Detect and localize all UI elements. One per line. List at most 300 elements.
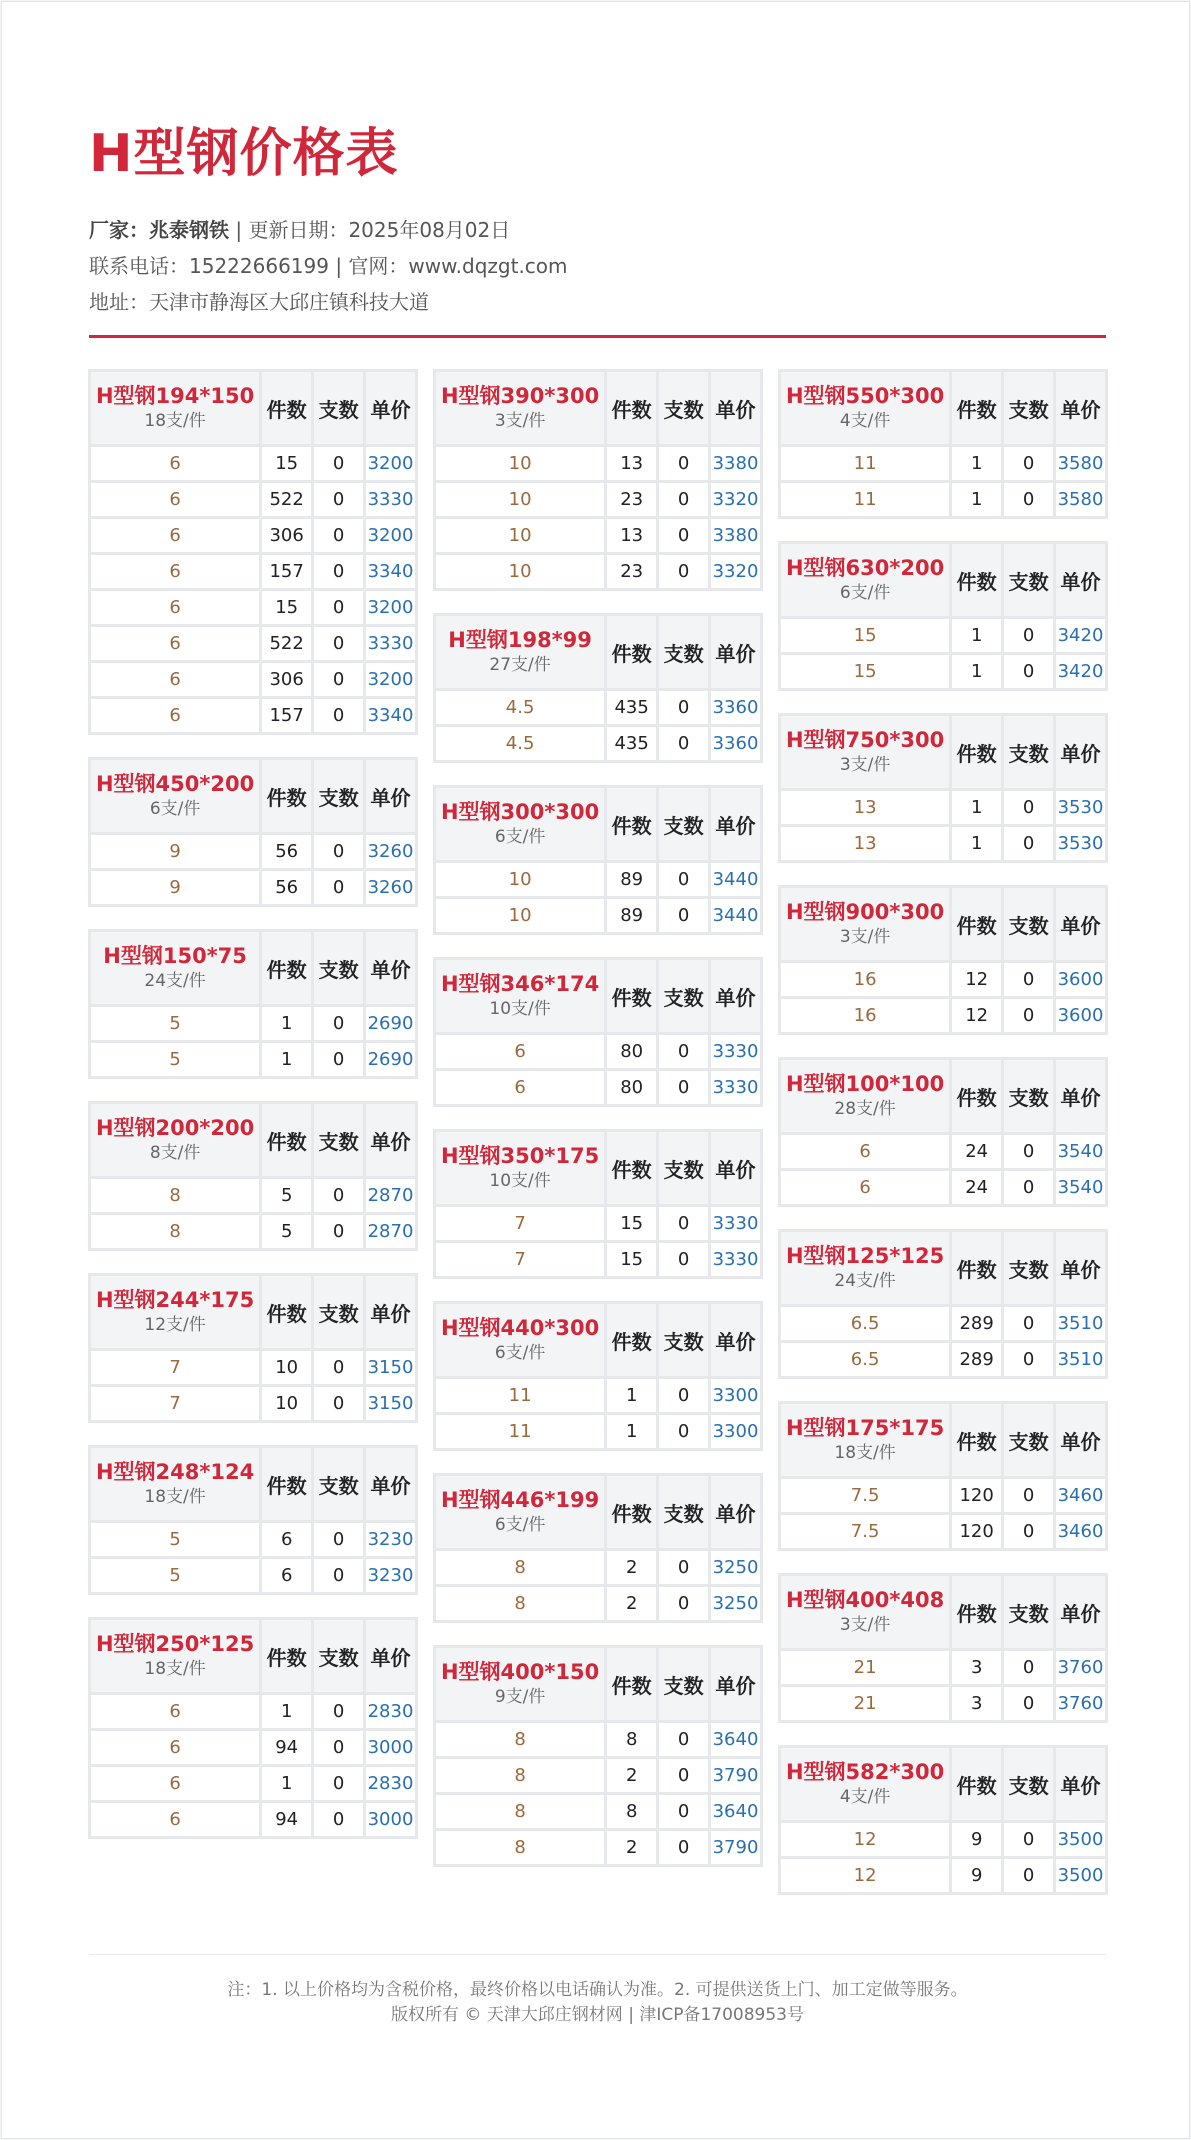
price-cell: 3640 [711,1723,760,1756]
length-cell: 6 [91,1767,259,1800]
pieces-per-bundle: 12支/件 [144,1315,206,1335]
count-cell: 1 [952,447,1001,480]
price-header: 单价 [1056,1748,1105,1820]
count-cell: 1 [262,1007,311,1040]
count-cell: 23 [607,555,656,588]
table-row [436,1587,760,1620]
pieces-cell: 0 [659,727,708,760]
product-header [436,372,604,444]
pieces-cell: 0 [314,447,363,480]
length-cell: 6 [91,483,259,516]
product-name: H型钢248*124 [95,1460,255,1484]
count-cell: 24 [952,1171,1001,1204]
table-row [781,619,1105,652]
product-header [781,1060,949,1132]
pieces-cell: 0 [1004,1687,1053,1720]
table-row [781,447,1105,480]
product-header [436,1476,604,1548]
pieces-header: 支数 [659,1132,708,1204]
company-info [89,212,1106,320]
product-table [88,1617,418,1839]
table-header-row [781,544,1105,616]
product-header [91,1448,259,1520]
length-cell: 7 [436,1207,604,1240]
table-row [91,1043,415,1076]
pieces-header: 支数 [314,372,363,444]
count-cell: 2 [607,1551,656,1584]
price-cell: 3580 [1056,447,1105,480]
price-header: 单价 [366,760,415,832]
count-cell: 2 [607,1759,656,1792]
count-cell: 12 [952,963,1001,996]
price-cell: 3300 [711,1415,760,1448]
product-table [88,1273,418,1423]
table-header-row [436,788,760,860]
count-cell: 9 [952,1859,1001,1892]
price-cell: 2830 [366,1767,415,1800]
count-cell: 1 [952,827,1001,860]
count-header: 件数 [952,1576,1001,1648]
price-cell: 3360 [711,727,760,760]
product-name: H型钢150*75 [103,944,247,968]
product-table [433,1645,763,1867]
price-header: 单价 [711,616,760,688]
pieces-cell: 0 [659,483,708,516]
price-cell: 2830 [366,1695,415,1728]
count-cell: 13 [607,519,656,552]
price-header: 单价 [366,372,415,444]
count-cell: 1 [952,619,1001,652]
price-cell: 3460 [1056,1479,1105,1512]
table-row [436,519,760,552]
count-header: 件数 [952,1232,1001,1304]
count-header: 件数 [262,760,311,832]
price-cell: 3250 [711,1587,760,1620]
count-header: 件数 [262,1448,311,1520]
table-row [436,1795,760,1828]
count-cell: 1 [262,1043,311,1076]
length-cell: 6 [91,519,259,552]
length-cell: 5 [91,1523,259,1556]
product-name: H型钢125*125 [785,1244,945,1268]
count-cell: 94 [262,1731,311,1764]
length-cell: 7 [436,1243,604,1276]
count-cell: 5 [262,1215,311,1248]
pieces-cell: 0 [1004,1479,1053,1512]
count-cell: 10 [262,1351,311,1384]
count-header: 件数 [952,888,1001,960]
pieces-cell: 0 [659,1795,708,1828]
length-cell: 6 [436,1071,604,1104]
length-cell: 8 [91,1215,259,1248]
length-cell: 4.5 [436,727,604,760]
product-name: H型钢244*175 [95,1288,255,1312]
pieces-cell: 0 [659,1587,708,1620]
count-cell: 157 [262,555,311,588]
pieces-cell: 0 [314,1695,363,1728]
pieces-cell: 0 [314,1559,363,1592]
product-table [433,1301,763,1451]
table-row [436,1379,760,1412]
length-cell: 6 [91,1731,259,1764]
pieces-cell: 0 [1004,1307,1053,1340]
length-cell: 6 [91,699,259,732]
length-cell: 12 [781,1859,949,1892]
count-cell: 23 [607,483,656,516]
table-row [436,483,760,516]
pieces-header: 支数 [314,932,363,1004]
table-row [436,555,760,588]
length-cell: 9 [91,835,259,868]
table-row [781,999,1105,1032]
length-cell: 10 [436,863,604,896]
count-cell: 1 [952,483,1001,516]
product-name: H型钢450*200 [95,772,255,796]
count-cell: 89 [607,863,656,896]
price-cell: 3540 [1056,1135,1105,1168]
price-cell: 3440 [711,863,760,896]
pieces-header: 支数 [314,1276,363,1348]
table-header-row [781,372,1105,444]
count-header: 件数 [262,1620,311,1692]
table-row [781,1343,1105,1376]
product-table [778,1745,1108,1895]
product-header [781,716,949,788]
price-cell: 3510 [1056,1307,1105,1340]
pieces-per-bundle: 6支/件 [494,1343,546,1363]
pieces-cell: 0 [659,899,708,932]
table-header-row [91,760,415,832]
price-header: 单价 [1056,1404,1105,1476]
price-cell: 3420 [1056,655,1105,688]
length-cell: 15 [781,619,949,652]
product-table [88,1445,418,1595]
pieces-header: 支数 [1004,1576,1053,1648]
price-cell: 3200 [366,591,415,624]
count-cell: 5 [262,1179,311,1212]
pieces-cell: 0 [314,1731,363,1764]
table-header-row [781,1576,1105,1648]
pieces-per-bundle: 6支/件 [494,827,546,847]
product-header [781,544,949,616]
table-row [436,727,760,760]
column-1 [88,369,418,1861]
table-row [436,1243,760,1276]
table-row [91,835,415,868]
count-header: 件数 [607,1132,656,1204]
pieces-per-bundle: 3支/件 [494,411,546,431]
table-header-row [781,1060,1105,1132]
count-header: 件数 [607,788,656,860]
price-cell: 3460 [1056,1515,1105,1548]
count-header: 件数 [607,1304,656,1376]
title-divider [89,335,1106,338]
table-row [781,827,1105,860]
table-row [91,871,415,904]
price-cell: 3320 [711,483,760,516]
table-row [436,899,760,932]
count-header: 件数 [607,1648,656,1720]
column-2 [433,369,763,1889]
product-table [433,369,763,591]
product-name: H型钢630*200 [785,556,945,580]
table-header-row [436,372,760,444]
price-cell: 3330 [711,1035,760,1068]
header [89,118,1106,320]
product-header [91,372,259,444]
table-row [436,1759,760,1792]
length-cell: 5 [91,1559,259,1592]
table-header-row [436,1648,760,1720]
table-header-row [781,1404,1105,1476]
length-cell: 7.5 [781,1515,949,1548]
count-header: 件数 [262,1104,311,1176]
count-cell: 10 [262,1387,311,1420]
footer-note: 注：1. 以上价格均为含税价格，最终价格以电话确认为准。2. 可提供送货上门、加工定做等服务。 [227,1980,968,2000]
price-cell: 3330 [366,483,415,516]
pieces-header: 支数 [659,616,708,688]
price-header: 单价 [1056,372,1105,444]
product-name: H型钢194*150 [95,384,255,408]
length-cell: 5 [91,1007,259,1040]
pieces-cell: 0 [1004,963,1053,996]
footer-divider [89,1954,1106,1955]
count-cell: 24 [952,1135,1001,1168]
table-row [436,1415,760,1448]
table-row [781,1823,1105,1856]
table-row [91,519,415,552]
pieces-cell: 0 [314,591,363,624]
length-cell: 4.5 [436,691,604,724]
price-header: 单价 [1056,1576,1105,1648]
pieces-cell: 0 [659,691,708,724]
length-cell: 11 [781,447,949,480]
count-cell: 1 [262,1767,311,1800]
table-row [781,1171,1105,1204]
length-cell: 6 [91,1803,259,1836]
price-cell: 3500 [1056,1823,1105,1856]
pieces-header: 支数 [314,1620,363,1692]
count-cell: 435 [607,691,656,724]
pieces-cell: 0 [659,1831,708,1864]
price-cell: 3580 [1056,483,1105,516]
pieces-cell: 0 [1004,827,1053,860]
length-cell: 6 [781,1171,949,1204]
pieces-header: 支数 [659,960,708,1032]
pieces-cell: 0 [314,1179,363,1212]
pieces-header: 支数 [314,760,363,832]
pieces-cell: 0 [659,1723,708,1756]
product-name: H型钢198*99 [448,628,592,652]
product-name: H型钢440*300 [440,1316,600,1340]
count-header: 件数 [607,960,656,1032]
length-cell: 6.5 [781,1307,949,1340]
length-cell: 7 [91,1351,259,1384]
price-cell: 3640 [711,1795,760,1828]
product-table [778,1229,1108,1379]
count-header: 件数 [607,616,656,688]
product-table [778,541,1108,691]
table-header-row [91,1448,415,1520]
price-cell: 3150 [366,1387,415,1420]
pieces-cell: 0 [1004,1823,1053,1856]
price-header: 单价 [366,1104,415,1176]
count-header: 件数 [607,1476,656,1548]
price-cell: 3500 [1056,1859,1105,1892]
count-cell: 80 [607,1071,656,1104]
price-header: 单价 [366,1448,415,1520]
pieces-cell: 0 [1004,447,1053,480]
price-cell: 3230 [366,1559,415,1592]
price-header: 单价 [366,1276,415,1348]
count-header: 件数 [952,1748,1001,1820]
product-header [436,788,604,860]
count-cell: 306 [262,663,311,696]
count-cell: 1 [607,1415,656,1448]
pieces-per-bundle: 24支/件 [144,971,206,991]
pieces-cell: 0 [1004,619,1053,652]
pieces-cell: 0 [314,1803,363,1836]
pieces-cell: 0 [659,1551,708,1584]
pieces-per-bundle: 27支/件 [489,655,551,675]
price-cell: 3230 [366,1523,415,1556]
price-header: 单价 [711,788,760,860]
count-cell: 12 [952,999,1001,1032]
pieces-cell: 0 [314,519,363,552]
count-cell: 435 [607,727,656,760]
length-cell: 10 [436,555,604,588]
table-header-row [781,716,1105,788]
table-header-row [436,1304,760,1376]
page-title: H型钢价格表 [89,124,399,184]
table-row [91,627,415,660]
price-header: 单价 [1056,1060,1105,1132]
contact-line: 联系电话：15222666199 | 官网：www.dqzgt.com [89,254,568,278]
pieces-cell: 0 [314,835,363,868]
count-header: 件数 [952,372,1001,444]
length-cell: 6.5 [781,1343,949,1376]
pieces-cell: 0 [314,627,363,660]
price-cell: 3330 [366,627,415,660]
price-cell: 3340 [366,699,415,732]
table-header-row [436,1132,760,1204]
footer-copyright: 版权所有 © 天津大邱庄钢材网 | 津ICP备17008953号 [390,2005,804,2025]
table-row [91,1767,415,1800]
price-cell: 3330 [711,1243,760,1276]
table-row [91,1695,415,1728]
table-header-row [781,1232,1105,1304]
table-row [91,1559,415,1592]
product-name: H型钢300*300 [440,800,600,824]
column-3 [778,369,1108,1917]
length-cell: 6 [436,1035,604,1068]
product-header [436,616,604,688]
count-cell: 15 [607,1243,656,1276]
length-cell: 6 [91,555,259,588]
price-cell: 3790 [711,1759,760,1792]
price-cell: 3360 [711,691,760,724]
pieces-cell: 0 [659,863,708,896]
price-cell: 3380 [711,519,760,552]
pieces-cell: 0 [314,1007,363,1040]
price-cell: 3790 [711,1831,760,1864]
product-name: H型钢400*150 [440,1660,600,1684]
table-row [781,483,1105,516]
product-header [781,372,949,444]
table-row [781,1515,1105,1548]
product-header [91,1104,259,1176]
table-row [91,1007,415,1040]
table-header-row [91,372,415,444]
pieces-cell: 0 [1004,791,1053,824]
price-cell: 2870 [366,1215,415,1248]
pieces-cell: 0 [1004,1515,1053,1548]
table-row [436,863,760,896]
product-name: H型钢390*300 [440,384,600,408]
price-cell: 3250 [711,1551,760,1584]
pieces-cell: 0 [659,1207,708,1240]
product-header [781,1404,949,1476]
table-row [91,591,415,624]
length-cell: 16 [781,999,949,1032]
price-cell: 3600 [1056,999,1105,1032]
price-header: 单价 [366,1620,415,1692]
count-cell: 8 [607,1723,656,1756]
pieces-per-bundle: 18支/件 [144,411,206,431]
pieces-per-bundle: 18支/件 [144,1659,206,1679]
product-name: H型钢750*300 [785,728,945,752]
pieces-cell: 0 [314,663,363,696]
product-header [781,888,949,960]
pieces-per-bundle: 4支/件 [839,411,891,431]
length-cell: 11 [436,1379,604,1412]
pieces-per-bundle: 10支/件 [489,999,551,1019]
length-cell: 11 [781,483,949,516]
table-header-row [91,1276,415,1348]
pieces-cell: 0 [314,871,363,904]
length-cell: 21 [781,1687,949,1720]
count-cell: 120 [952,1479,1001,1512]
pieces-cell: 0 [659,1415,708,1448]
length-cell: 13 [781,827,949,860]
pieces-cell: 0 [1004,999,1053,1032]
pieces-cell: 0 [1004,655,1053,688]
table-row [436,447,760,480]
pieces-header: 支数 [1004,1404,1053,1476]
pieces-cell: 0 [659,1243,708,1276]
pieces-cell: 0 [314,1215,363,1248]
count-cell: 2 [607,1831,656,1864]
price-cell: 3380 [711,447,760,480]
pieces-cell: 0 [314,483,363,516]
table-row [91,663,415,696]
table-row [91,1351,415,1384]
price-header: 单价 [1056,544,1105,616]
pieces-per-bundle: 3支/件 [839,1615,891,1635]
length-cell: 8 [436,1831,604,1864]
table-row [91,483,415,516]
length-cell: 8 [436,1587,604,1620]
length-cell: 8 [436,1723,604,1756]
length-cell: 6 [91,627,259,660]
product-name: H型钢346*174 [440,972,600,996]
pieces-per-bundle: 9支/件 [494,1687,546,1707]
count-cell: 120 [952,1515,1001,1548]
price-cell: 3000 [366,1731,415,1764]
price-header: 单价 [1056,1232,1105,1304]
length-cell: 9 [91,871,259,904]
table-row [436,1551,760,1584]
